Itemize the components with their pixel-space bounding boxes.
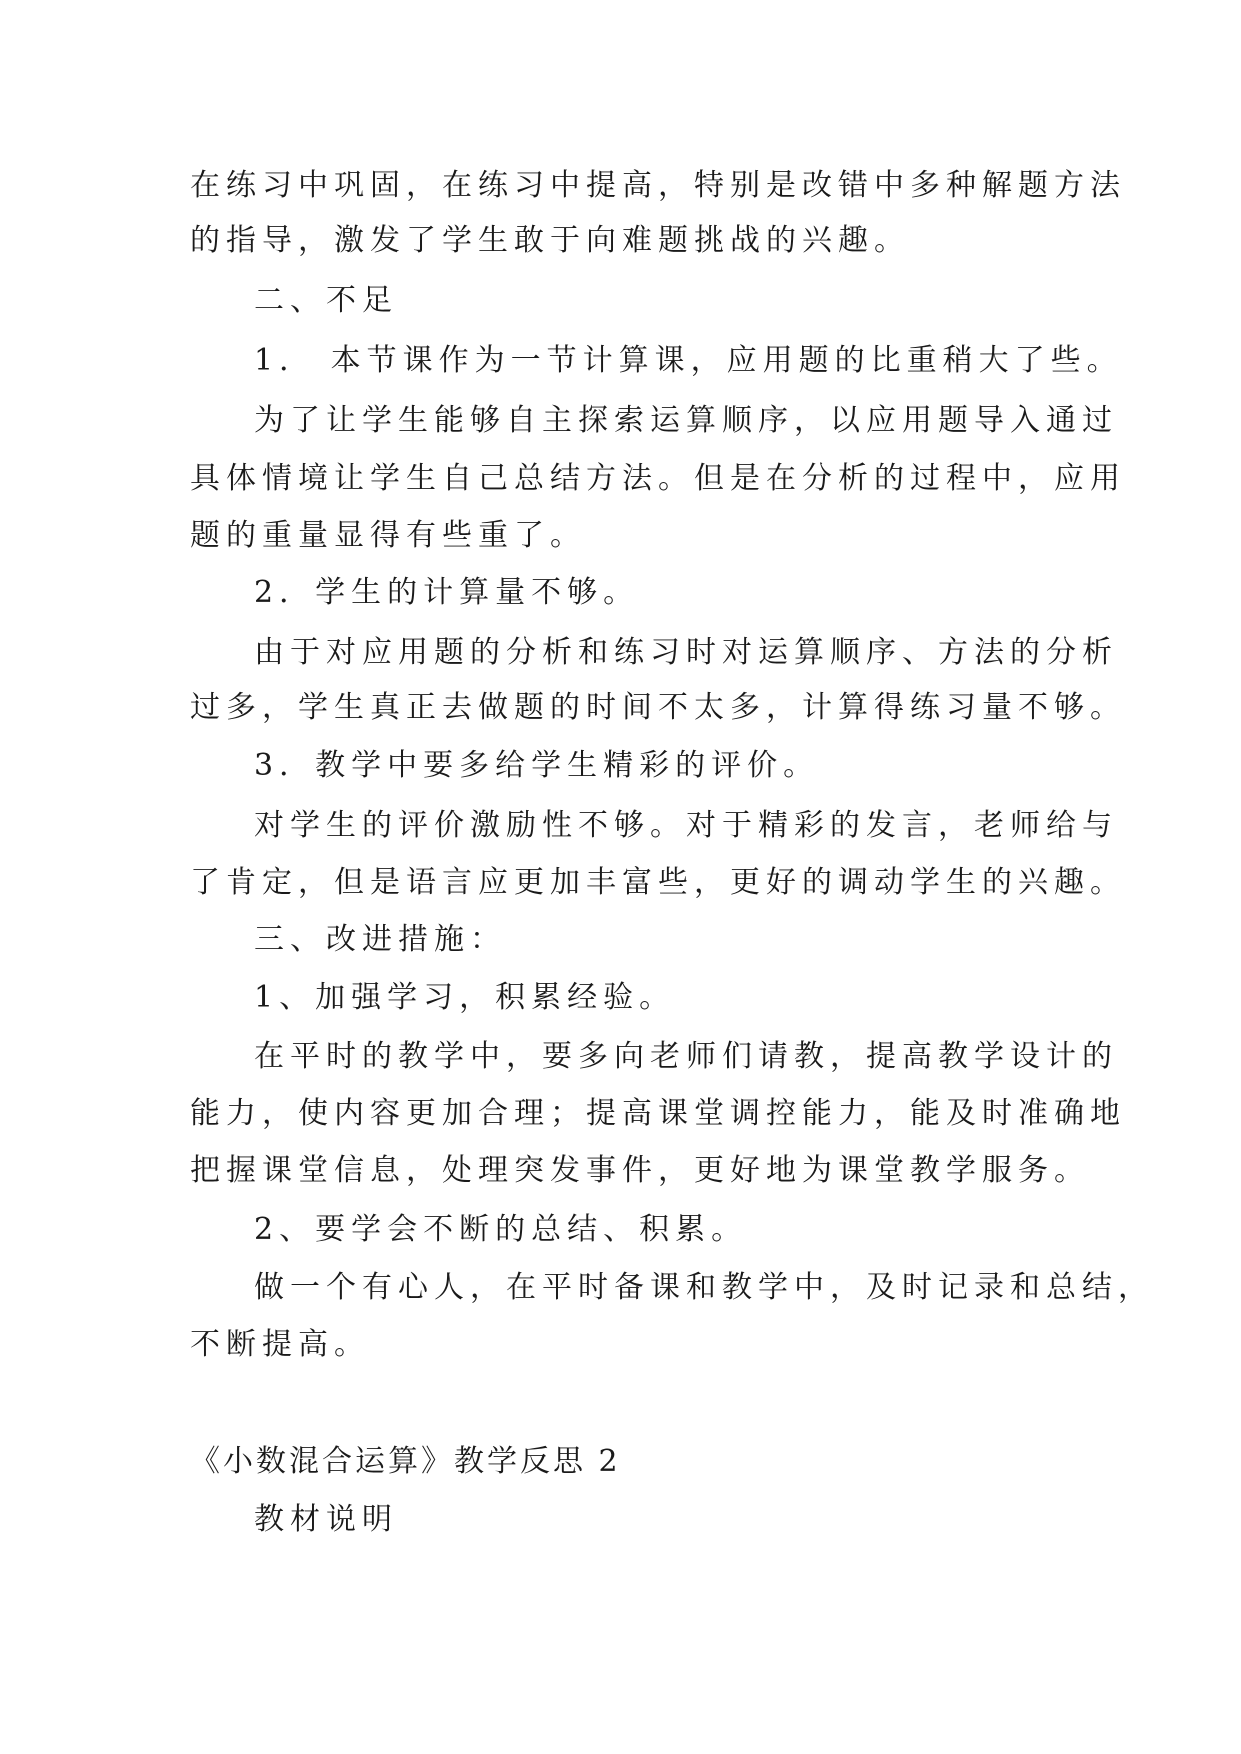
paragraph-line: 做一个有心人，在平时备课和教学中，及时记录和总结， bbox=[254, 1270, 1154, 1305]
paragraph-line: 过多，学生真正去做题的时间不太多，计算得练习量不够。 bbox=[190, 690, 1126, 725]
section-heading-deficiencies: 二、不足 bbox=[254, 283, 398, 318]
paragraph-line: 在平时的教学中，要多向老师们请教，提高教学设计的 bbox=[254, 1039, 1118, 1074]
subheading: 教材说明 bbox=[254, 1502, 398, 1537]
paragraph-line: 在练习中巩固，在练习中提高，特别是改错中多种解题方法 bbox=[190, 168, 1126, 203]
section-title: 《小数混合运算》教学反思 2 bbox=[190, 1444, 621, 1479]
list-item: 1． 本节课作为一节计算课，应用题的比重稍大了些。 bbox=[254, 343, 1123, 378]
paragraph-line: 具体情境让学生自己总结方法。但是在分析的过程中，应用 bbox=[190, 461, 1126, 496]
paragraph-line: 把握课堂信息，处理突发事件，更好地为课堂教学服务。 bbox=[190, 1153, 1090, 1188]
paragraph-line: 对学生的评价激励性不够。对于精彩的发言，老师给与 bbox=[254, 808, 1118, 843]
paragraph-line: 不断提高。 bbox=[190, 1327, 370, 1362]
list-item: 3．教学中要多给学生精彩的评价。 bbox=[254, 748, 820, 783]
paragraph-line: 为了让学生能够自主探索运算顺序，以应用题导入通过 bbox=[254, 403, 1118, 438]
list-item: 2．学生的计算量不够。 bbox=[254, 575, 640, 610]
paragraph-line: 由于对应用题的分析和练习时对运算顺序、方法的分析 bbox=[254, 635, 1118, 670]
section-heading-improvements: 三、改进措施： bbox=[254, 922, 506, 957]
paragraph-line: 能力，使内容更加合理；提高课堂调控能力，能及时准确地 bbox=[190, 1096, 1126, 1131]
paragraph-line: 的指导，激发了学生敢于向难题挑战的兴趣。 bbox=[190, 223, 910, 258]
list-item: 1、加强学习，积累经验。 bbox=[254, 980, 676, 1015]
paragraph-line: 题的重量显得有些重了。 bbox=[190, 518, 586, 553]
list-item: 2、要学会不断的总结、积累。 bbox=[254, 1212, 748, 1247]
paragraph-line: 了肯定，但是语言应更加丰富些，更好的调动学生的兴趣。 bbox=[190, 865, 1126, 900]
